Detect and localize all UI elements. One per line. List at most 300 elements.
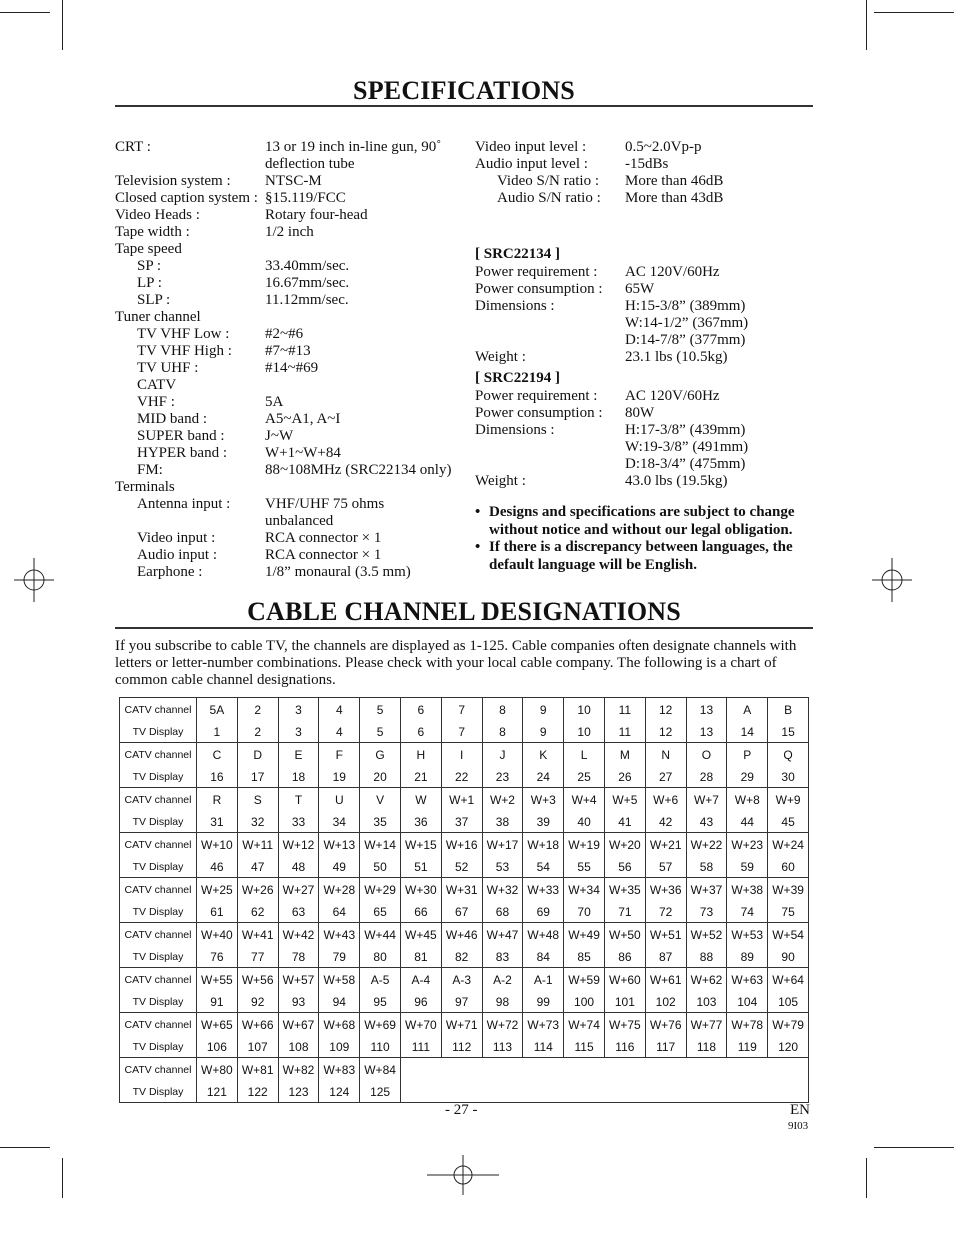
- table-cell: F: [319, 743, 360, 767]
- table-cell: 72: [645, 901, 686, 923]
- spec-row: [115, 547, 470, 564]
- crop-mark: [874, 1147, 954, 1148]
- table-cell: 10: [564, 698, 605, 722]
- spec-row: [115, 309, 470, 326]
- table-cell: 23: [482, 766, 523, 788]
- table-cell: 106: [197, 1036, 238, 1058]
- table-cell: 123: [278, 1081, 319, 1103]
- row-label: CATV channel: [120, 923, 197, 947]
- tv-display-row: [120, 856, 809, 878]
- table-cell: 60: [768, 856, 809, 878]
- spec-row: [475, 456, 820, 473]
- table-cell: W+1: [441, 788, 482, 812]
- specifications-title: SPECIFICATIONS: [353, 76, 575, 105]
- model-name: [ SRC22134 ]: [475, 246, 560, 262]
- crop-mark: [874, 12, 954, 13]
- spec-row: [115, 275, 470, 292]
- table-cell: 82: [441, 946, 482, 968]
- table-cell: 102: [645, 991, 686, 1013]
- right-spec-column: [475, 139, 820, 574]
- spec-label: Television system :: [115, 173, 231, 189]
- spec-row: [475, 439, 820, 456]
- spec-label: Tape speed: [115, 241, 182, 257]
- catv-row: [120, 743, 809, 767]
- table-cell: 52: [441, 856, 482, 878]
- registration-mark-icon: [872, 558, 912, 602]
- title-rule: [115, 105, 813, 107]
- tv-display-row: [120, 1036, 809, 1058]
- table-cell: 68: [482, 901, 523, 923]
- spec-label: Video Heads :: [115, 207, 200, 223]
- table-cell: W+5: [604, 788, 645, 812]
- table-cell: 109: [319, 1036, 360, 1058]
- table-cell: W+35: [604, 878, 645, 902]
- table-cell: W+77: [686, 1013, 727, 1037]
- spec-row: [115, 224, 470, 241]
- table-cell: T: [278, 788, 319, 812]
- table-cell: 11: [604, 698, 645, 722]
- spec-value: 0.5~2.0Vp-p: [625, 139, 702, 155]
- table-cell: 8: [482, 721, 523, 743]
- table-cell: 16: [197, 766, 238, 788]
- table-cell: W+42: [278, 923, 319, 947]
- spec-label: TV VHF High :: [137, 343, 232, 359]
- table-cell: 105: [768, 991, 809, 1013]
- table-cell: 29: [727, 766, 768, 788]
- registration-mark-icon: [14, 558, 54, 602]
- table-cell: W+33: [523, 878, 564, 902]
- row-label: CATV channel: [120, 743, 197, 767]
- catv-row: [120, 833, 809, 857]
- table-cell: 2: [237, 721, 278, 743]
- table-cell: 40: [564, 811, 605, 833]
- spec-row: [115, 207, 470, 224]
- table-cell: 42: [645, 811, 686, 833]
- table-cell: 125: [360, 1081, 401, 1103]
- table-cell: W+28: [319, 878, 360, 902]
- table-cell: E: [278, 743, 319, 767]
- spec-label: Weight :: [475, 349, 526, 365]
- table-cell: 58: [686, 856, 727, 878]
- spec-label: [115, 156, 265, 173]
- spec-value: #14~#69: [265, 360, 319, 376]
- spec-value: [265, 309, 470, 326]
- table-cell: 103: [686, 991, 727, 1013]
- table-cell: 75: [768, 901, 809, 923]
- table-cell: 5: [360, 721, 401, 743]
- spec-value: H:17-3/8” (439mm): [625, 422, 746, 438]
- spec-value: A5~A1, A~I: [265, 411, 341, 427]
- spec-value: D:18-3/4” (475mm): [625, 456, 746, 472]
- spec-label: TV VHF Low :: [137, 326, 230, 342]
- table-cell: W+62: [686, 968, 727, 992]
- spec-value: 43.0 lbs (19.5kg): [625, 473, 728, 489]
- table-cell: M: [604, 743, 645, 767]
- table-cell: 113: [482, 1036, 523, 1058]
- spec-label: Audio input level :: [475, 156, 588, 172]
- spec-row: [115, 513, 470, 530]
- registration-mark-icon: [427, 1155, 499, 1195]
- table-cell: A-5: [360, 968, 401, 992]
- table-cell: 110: [360, 1036, 401, 1058]
- table-cell: 10: [564, 721, 605, 743]
- table-cell: W+67: [278, 1013, 319, 1037]
- spec-label: Dimensions :: [475, 422, 555, 438]
- table-cell: 77: [237, 946, 278, 968]
- table-cell: W+73: [523, 1013, 564, 1037]
- table-cell: W+70: [400, 1013, 441, 1037]
- table-cell: H: [400, 743, 441, 767]
- table-cell: 30: [768, 766, 809, 788]
- table-cell: W+31: [441, 878, 482, 902]
- table-cell: 107: [237, 1036, 278, 1058]
- spec-label: FM:: [137, 462, 163, 478]
- spec-label: SUPER band :: [137, 428, 225, 444]
- table-cell: 119: [727, 1036, 768, 1058]
- table-cell: 76: [197, 946, 238, 968]
- table-cell: A-1: [523, 968, 564, 992]
- table-cell: D: [237, 743, 278, 767]
- table-cell: W+59: [564, 968, 605, 992]
- spec-label: Dimensions :: [475, 298, 555, 314]
- table-cell: W+16: [441, 833, 482, 857]
- spec-value: W:19-3/8” (491mm): [625, 439, 749, 455]
- table-cell: 50: [360, 856, 401, 878]
- spec-row: [475, 349, 820, 366]
- spec-value: AC 120V/60Hz: [625, 388, 720, 404]
- table-cell: N: [645, 743, 686, 767]
- table-cell: W+4: [564, 788, 605, 812]
- spec-value: 33.40mm/sec.: [265, 258, 350, 274]
- spec-value: §15.119/FCC: [265, 190, 346, 206]
- spec-row: [115, 479, 470, 496]
- spec-row: [115, 445, 470, 462]
- table-cell: 44: [727, 811, 768, 833]
- empty-cell: [400, 1058, 808, 1103]
- table-cell: W+68: [319, 1013, 360, 1037]
- table-cell: W+63: [727, 968, 768, 992]
- table-cell: W+50: [604, 923, 645, 947]
- spec-label: CRT :: [115, 139, 151, 155]
- notes-list: [475, 504, 820, 574]
- table-cell: 4: [319, 698, 360, 722]
- table-cell: W+56: [237, 968, 278, 992]
- table-cell: 20: [360, 766, 401, 788]
- table-cell: S: [237, 788, 278, 812]
- table-cell: J: [482, 743, 523, 767]
- crop-mark: [62, 1158, 63, 1198]
- table-cell: W+60: [604, 968, 645, 992]
- spec-row: [115, 139, 470, 156]
- crop-mark: [0, 12, 50, 13]
- note-item: • If there is a discrepancy between languages, the default language will be English.: [475, 539, 820, 574]
- spec-row: [115, 241, 470, 258]
- note-item: • Designs and specifications are subject to change without notice and without our legal obligation.: [475, 504, 820, 539]
- table-cell: 57: [645, 856, 686, 878]
- row-label: TV Display: [120, 991, 197, 1013]
- table-cell: W+47: [482, 923, 523, 947]
- table-cell: 41: [604, 811, 645, 833]
- spec-row: [475, 156, 820, 173]
- crop-mark: [866, 1158, 867, 1198]
- table-cell: W+43: [319, 923, 360, 947]
- spec-row: [115, 343, 470, 360]
- row-label: TV Display: [120, 721, 197, 743]
- table-cell: 101: [604, 991, 645, 1013]
- table-cell: W+6: [645, 788, 686, 812]
- spec-label: Tape width :: [115, 224, 190, 240]
- table-cell: 116: [604, 1036, 645, 1058]
- table-cell: 122: [237, 1081, 278, 1103]
- spec-value: 1/2 inch: [265, 224, 314, 240]
- spec-value: W:14-1/2” (367mm): [625, 315, 749, 331]
- spec-row: [475, 405, 820, 422]
- table-cell: I: [441, 743, 482, 767]
- spec-row: [475, 298, 820, 315]
- spec-row: [115, 190, 470, 207]
- table-cell: W+74: [564, 1013, 605, 1037]
- spec-label: SP :: [137, 258, 162, 274]
- spec-label: Earphone :: [137, 564, 203, 580]
- row-label: TV Display: [120, 766, 197, 788]
- table-cell: W+57: [278, 968, 319, 992]
- table-cell: W+12: [278, 833, 319, 857]
- table-cell: W+54: [768, 923, 809, 947]
- spec-row: [115, 564, 470, 581]
- intro-paragraph: If you subscribe to cable TV, the channels are displayed as 1-125. Cable companies often designate channels with letters or letter-number combinations. Please check with your local cable company. The following is a chart of common cable channel designations.: [115, 638, 797, 688]
- table-cell: B: [768, 698, 809, 722]
- table-cell: 112: [441, 1036, 482, 1058]
- table-cell: W+76: [645, 1013, 686, 1037]
- table-cell: 24: [523, 766, 564, 788]
- page-number: - 27 -: [445, 1102, 478, 1118]
- table-cell: 88: [686, 946, 727, 968]
- table-cell: 7: [441, 698, 482, 722]
- table-cell: 46: [197, 856, 238, 878]
- table-cell: W+48: [523, 923, 564, 947]
- table-cell: A-2: [482, 968, 523, 992]
- spec-value: 5A: [265, 394, 284, 410]
- row-label: TV Display: [120, 1081, 197, 1103]
- spec-label: Power requirement :: [475, 388, 598, 404]
- table-cell: C: [197, 743, 238, 767]
- table-cell: W+30: [400, 878, 441, 902]
- table-cell: 97: [441, 991, 482, 1013]
- table-cell: 9: [523, 721, 564, 743]
- table-cell: 7: [441, 721, 482, 743]
- spec-value: 88~108MHz (SRC22134 only): [265, 462, 452, 478]
- document-code: 9I03: [788, 1120, 809, 1132]
- table-cell: 99: [523, 991, 564, 1013]
- table-cell: 17: [237, 766, 278, 788]
- catv-row: [120, 1058, 809, 1082]
- table-cell: W+3: [523, 788, 564, 812]
- left-spec-column: [115, 139, 470, 581]
- table-cell: 94: [319, 991, 360, 1013]
- model-name: [ SRC22194 ]: [475, 370, 560, 386]
- table-cell: W+27: [278, 878, 319, 902]
- spec-value: H:15-3/8” (389mm): [625, 298, 746, 314]
- table-cell: W+32: [482, 878, 523, 902]
- table-cell: R: [197, 788, 238, 812]
- table-cell: W+41: [237, 923, 278, 947]
- spec-value: #7~#13: [265, 343, 311, 359]
- table-cell: 38: [482, 811, 523, 833]
- table-cell: 15: [768, 721, 809, 743]
- table-cell: 121: [197, 1081, 238, 1103]
- row-label: TV Display: [120, 1036, 197, 1058]
- spec-label: CATV: [137, 377, 177, 393]
- tv-display-row: [120, 766, 809, 788]
- spec-label: SLP :: [137, 292, 171, 308]
- row-label: CATV channel: [120, 1013, 197, 1037]
- spec-label: Antenna input :: [137, 496, 231, 512]
- table-cell: 32: [237, 811, 278, 833]
- table-cell: 53: [482, 856, 523, 878]
- spec-label: Power consumption :: [475, 405, 603, 421]
- table-cell: 14: [727, 721, 768, 743]
- catv-row: [120, 788, 809, 812]
- table-cell: 70: [564, 901, 605, 923]
- spec-value: VHF/UHF 75 ohms: [265, 496, 385, 512]
- table-cell: W+25: [197, 878, 238, 902]
- table-cell: 9: [523, 698, 564, 722]
- spec-value: deflection tube: [265, 156, 355, 172]
- spec-label: MID band :: [137, 411, 207, 427]
- table-cell: 43: [686, 811, 727, 833]
- tv-display-row: [120, 811, 809, 833]
- table-cell: 18: [278, 766, 319, 788]
- table-cell: 8: [482, 698, 523, 722]
- table-cell: W+37: [686, 878, 727, 902]
- spec-label: Power consumption :: [475, 281, 603, 297]
- spec-row: [475, 264, 820, 281]
- table-cell: 62: [237, 901, 278, 923]
- spec-value: NTSC-M: [265, 173, 322, 189]
- spec-row: [475, 190, 820, 207]
- tv-display-row: [120, 991, 809, 1013]
- spec-label: Video input level :: [475, 139, 587, 155]
- table-cell: 108: [278, 1036, 319, 1058]
- table-cell: 39: [523, 811, 564, 833]
- spec-label: [475, 332, 625, 349]
- table-cell: W+10: [197, 833, 238, 857]
- table-cell: W+8: [727, 788, 768, 812]
- spec-label: Tuner channel: [115, 309, 201, 325]
- row-label: TV Display: [120, 946, 197, 968]
- table-cell: 59: [727, 856, 768, 878]
- table-cell: 19: [319, 766, 360, 788]
- spec-row: [115, 428, 470, 445]
- table-cell: 5: [360, 698, 401, 722]
- table-cell: W+44: [360, 923, 401, 947]
- table-cell: W+45: [400, 923, 441, 947]
- table-cell: W+20: [604, 833, 645, 857]
- table-cell: 45: [768, 811, 809, 833]
- table-cell: W+2: [482, 788, 523, 812]
- table-cell: 37: [441, 811, 482, 833]
- table-cell: W+61: [645, 968, 686, 992]
- table-cell: 54: [523, 856, 564, 878]
- table-cell: W+78: [727, 1013, 768, 1037]
- table-cell: A-3: [441, 968, 482, 992]
- table-cell: 124: [319, 1081, 360, 1103]
- spec-value: 13 or 19 inch in-line gun, 90˚: [265, 139, 442, 155]
- io-spec-list: [475, 139, 820, 207]
- table-cell: 120: [768, 1036, 809, 1058]
- table-cell: 85: [564, 946, 605, 968]
- table-cell: 51: [400, 856, 441, 878]
- table-cell: 27: [645, 766, 686, 788]
- spec-row: [475, 173, 820, 190]
- table-cell: 2: [237, 698, 278, 722]
- table-cell: 48: [278, 856, 319, 878]
- tv-display-row: [120, 901, 809, 923]
- spec-row: [115, 530, 470, 547]
- table-cell: W+58: [319, 968, 360, 992]
- table-cell: W+80: [197, 1058, 238, 1082]
- table-cell: W+39: [768, 878, 809, 902]
- table-cell: 33: [278, 811, 319, 833]
- table-cell: W+29: [360, 878, 401, 902]
- table-cell: 73: [686, 901, 727, 923]
- table-cell: W+82: [278, 1058, 319, 1082]
- table-cell: W+21: [645, 833, 686, 857]
- table-cell: W+38: [727, 878, 768, 902]
- table-cell: W+18: [523, 833, 564, 857]
- table-cell: 115: [564, 1036, 605, 1058]
- table-cell: W+36: [645, 878, 686, 902]
- table-cell: 47: [237, 856, 278, 878]
- table-cell: 66: [400, 901, 441, 923]
- spec-value: 1/8” monaural (3.5 mm): [265, 564, 411, 580]
- table-cell: 69: [523, 901, 564, 923]
- table-cell: 49: [319, 856, 360, 878]
- table-cell: W+34: [564, 878, 605, 902]
- table-cell: V: [360, 788, 401, 812]
- table-cell: 114: [523, 1036, 564, 1058]
- table-cell: W+11: [237, 833, 278, 857]
- table-cell: Q: [768, 743, 809, 767]
- table-cell: 98: [482, 991, 523, 1013]
- spec-value: Rotary four-head: [265, 207, 368, 223]
- table-cell: W+51: [645, 923, 686, 947]
- table-cell: A-4: [400, 968, 441, 992]
- spec-row: [475, 139, 820, 156]
- spec-value: 23.1 lbs (10.5kg): [625, 349, 728, 365]
- table-cell: W+23: [727, 833, 768, 857]
- table-cell: 118: [686, 1036, 727, 1058]
- table-cell: 12: [645, 721, 686, 743]
- spec-row: [115, 496, 470, 513]
- table-cell: W: [400, 788, 441, 812]
- catv-row: [120, 1013, 809, 1037]
- tv-display-row: [120, 721, 809, 743]
- channel-table: [119, 697, 809, 1103]
- spec-value: RCA connector × 1: [265, 530, 382, 546]
- table-cell: 13: [686, 721, 727, 743]
- table-cell: W+9: [768, 788, 809, 812]
- table-cell: 12: [645, 698, 686, 722]
- table-cell: 90: [768, 946, 809, 968]
- spec-value: -15dBs: [625, 156, 669, 172]
- table-cell: 81: [400, 946, 441, 968]
- row-label: CATV channel: [120, 833, 197, 857]
- spec-row: [475, 422, 820, 439]
- spec-value: More than 43dB: [625, 190, 724, 206]
- table-cell: W+53: [727, 923, 768, 947]
- row-label: CATV channel: [120, 878, 197, 902]
